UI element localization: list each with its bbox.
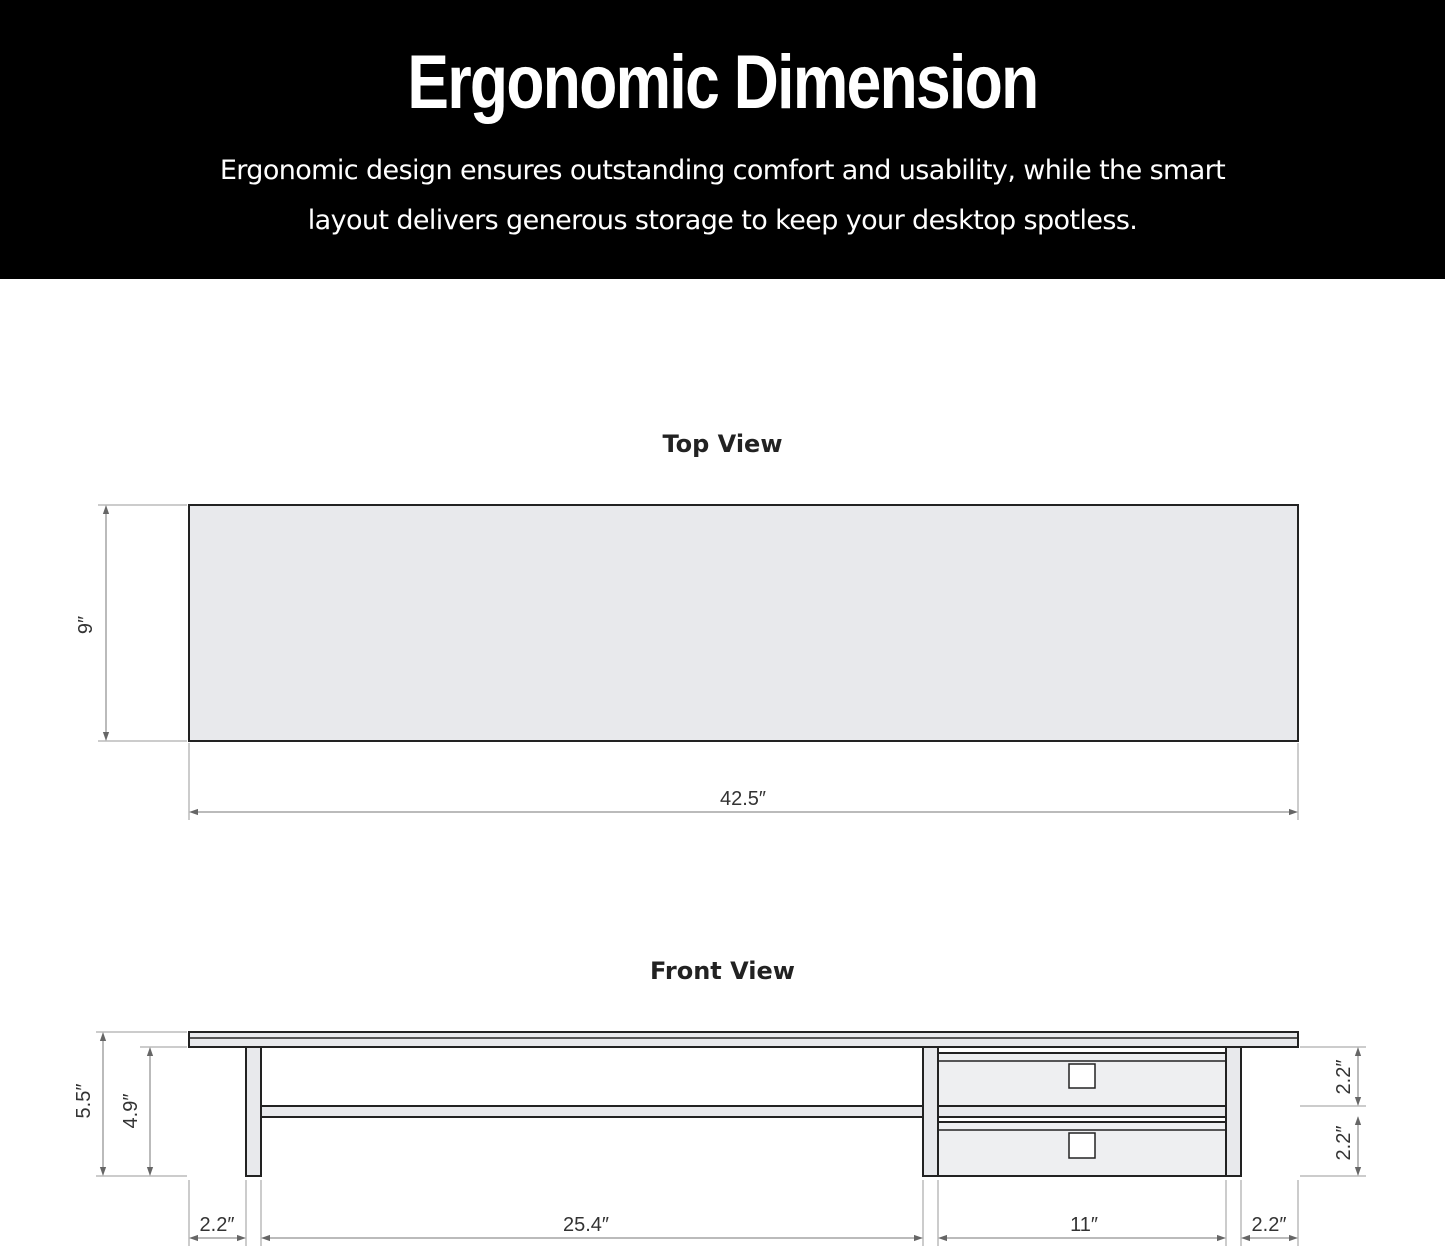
top-view-title: Top View (662, 430, 783, 458)
front-top-board (189, 1032, 1298, 1047)
right-leg (1226, 1047, 1241, 1176)
drawer-width-label: 11″ (1070, 1214, 1098, 1236)
leg-height-label: 4.9″ (120, 1093, 142, 1129)
width-label: 42.5″ (719, 788, 767, 810)
top-view-surface (189, 505, 1298, 741)
lower-shelf (261, 1106, 923, 1117)
open-shelf-width-label: 25.4″ (562, 1214, 610, 1236)
subtitle-line-1: Ergonomic design ensures outstanding comfort and usability, while the smart (219, 155, 1226, 186)
drawer-upper-handle (1069, 1064, 1095, 1088)
subtitle-line-2: layout delivers generous storage to keep your desktop spotless. (307, 205, 1138, 236)
total-height-label: 5.5″ (73, 1083, 95, 1119)
left-leg-width-label: 2.2″ (199, 1214, 235, 1236)
drawer-divider (938, 1106, 1226, 1117)
page-title: Ergonomic Dimension (407, 40, 1038, 125)
depth-label: 9″ (75, 615, 97, 635)
right-leg-width-label: 2.2″ (1251, 1214, 1287, 1236)
drawer-lower-height-label: 2.2″ (1333, 1125, 1355, 1161)
middle-leg (923, 1047, 938, 1176)
front-view-title: Front View (650, 957, 795, 985)
front-view (73, 1032, 1366, 1246)
left-leg (246, 1047, 261, 1176)
drawer-lower-handle (1069, 1133, 1095, 1158)
top-view (75, 505, 1298, 820)
drawer-upper-height-label: 2.2″ (1333, 1059, 1355, 1095)
